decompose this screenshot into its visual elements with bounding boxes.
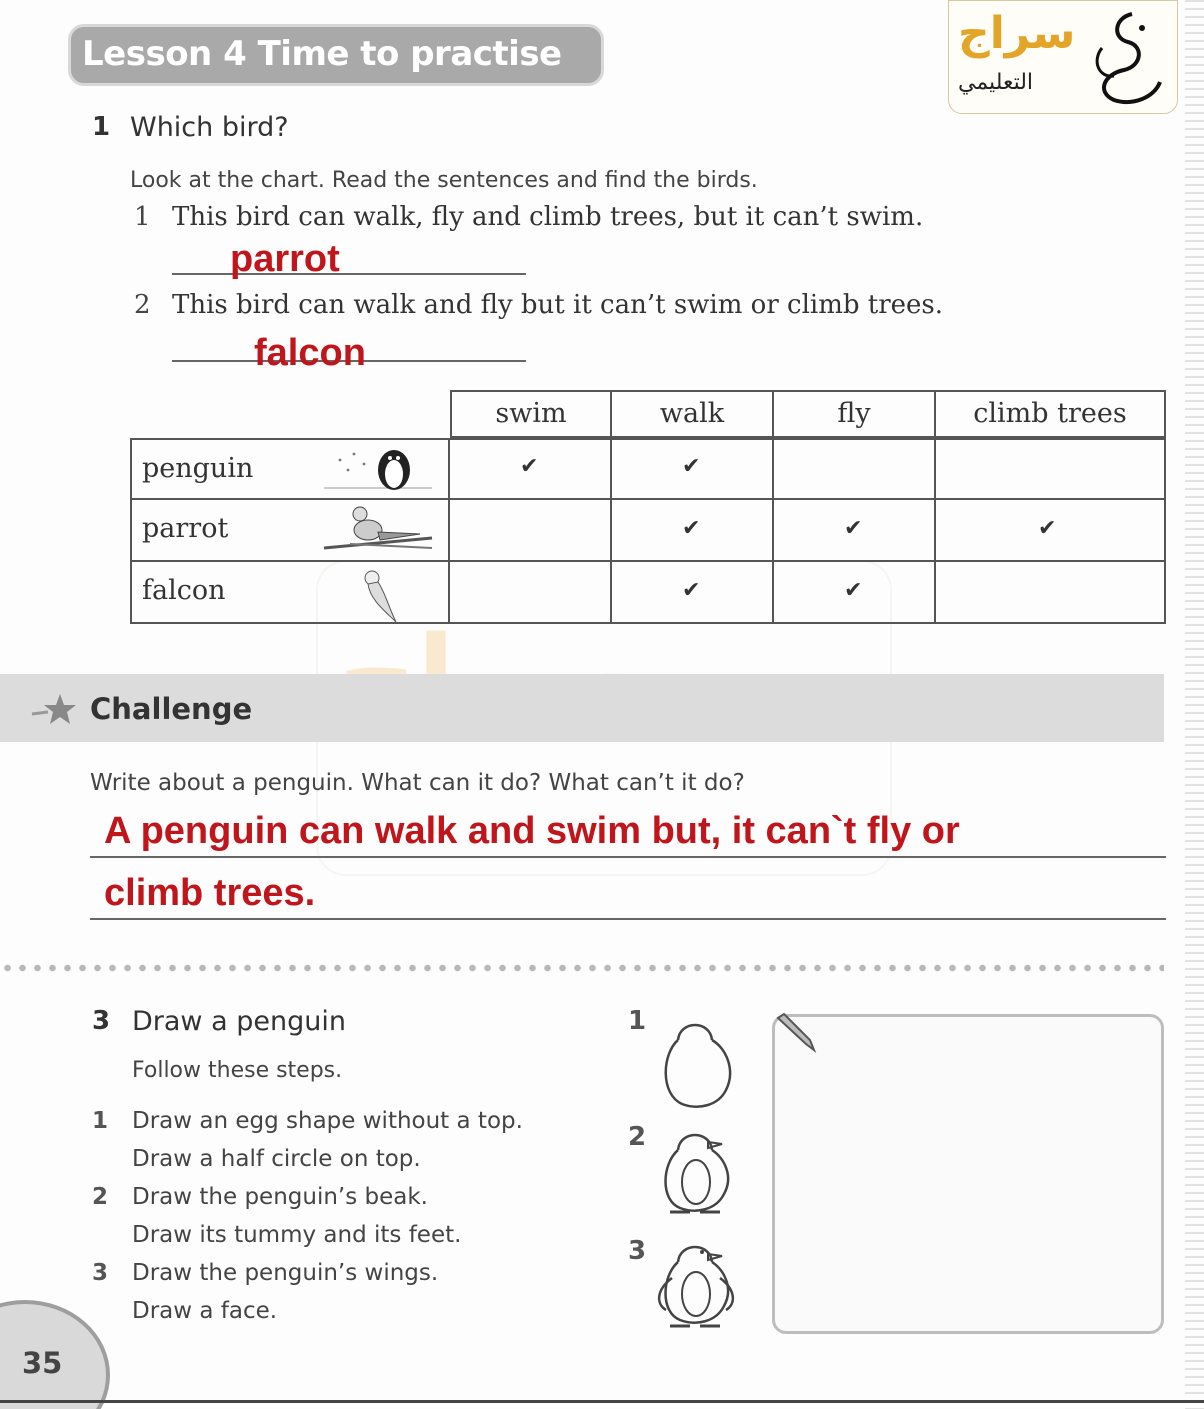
parrot-picture-icon (320, 504, 436, 558)
picture2-number: 2 (628, 1122, 647, 1152)
cell-penguin-fly (774, 438, 936, 500)
tick-parrot-walk: ✔ (682, 516, 701, 541)
row-label-penguin: penguin (130, 438, 450, 500)
bottom-rule (0, 1400, 1204, 1403)
step3-line1: Draw the penguin’s wings. (132, 1260, 439, 1286)
step1-line1: Draw an egg shape without a top. (132, 1108, 523, 1134)
cell-penguin-climb (936, 438, 1166, 500)
step2-line1: Draw the penguin’s beak. (132, 1184, 428, 1210)
logo-subtext: التعليمي (958, 70, 1034, 95)
section3-instruction: Follow these steps. (132, 1058, 343, 1083)
step3-line2: Draw a face. (132, 1298, 278, 1324)
cell-falcon-climb (936, 562, 1166, 624)
cell-falcon-swim (450, 562, 612, 624)
lesson-title: Lesson 4 Time to practise (82, 34, 562, 74)
pencil-icon (772, 1010, 820, 1054)
challenge-star-icon (30, 692, 84, 726)
section3-title: Draw a penguin (132, 1006, 346, 1037)
penguin-step3-icon (648, 1238, 742, 1336)
step1-number: 1 (92, 1108, 109, 1134)
sentence2-text: This bird can walk and fly but it can’t swim or climb trees. (172, 290, 944, 320)
drawing-area[interactable] (772, 1014, 1164, 1334)
bird-abilities-chart (130, 390, 1166, 626)
tick-penguin-swim: ✔ (520, 454, 539, 479)
tick-penguin-walk: ✔ (682, 454, 701, 479)
sentence1-text: This bird can walk, fly and climb trees, but it can’t swim. (172, 202, 924, 232)
page-number: 35 (22, 1346, 63, 1380)
section1-number: 1 (92, 112, 111, 142)
cell-parrot-swim (450, 500, 612, 562)
penguin-step1-icon (652, 1014, 736, 1110)
penguin-picture-icon (320, 442, 436, 496)
sentence2-number: 2 (134, 290, 151, 320)
column-header-climb-trees: climb trees (936, 390, 1166, 438)
page-edge (1185, 0, 1204, 1409)
step1-line2: Draw a half circle on top. (132, 1146, 421, 1172)
tick-parrot-fly: ✔ (844, 516, 863, 541)
falcon-picture-icon (350, 566, 430, 624)
challenge-answer-line2: climb trees. (104, 872, 316, 914)
column-header-walk: walk (612, 390, 774, 438)
row-label-parrot: parrot (130, 500, 450, 562)
column-header-fly: fly (774, 390, 936, 438)
answer2-text: falcon (254, 332, 366, 374)
tick-parrot-climb: ✔ (1038, 516, 1057, 541)
dotted-separator (0, 962, 1164, 974)
answer1-text: parrot (230, 238, 340, 280)
row-label-falcon: falcon (130, 562, 450, 624)
tick-falcon-fly: ✔ (844, 578, 863, 603)
logo-text: سراج (958, 8, 1076, 59)
answer1-line[interactable] (172, 273, 526, 275)
challenge-instruction: Write about a penguin. What can it do? What can’t it do? (90, 770, 745, 796)
challenge-line1[interactable] (90, 856, 1166, 858)
section3-number: 3 (92, 1006, 111, 1036)
column-header-swim: swim (450, 390, 612, 438)
challenge-line2[interactable] (90, 918, 1166, 920)
challenge-title: Challenge (90, 692, 253, 726)
picture1-number: 1 (628, 1006, 647, 1036)
step2-number: 2 (92, 1184, 109, 1210)
step2-line2: Draw its tummy and its feet. (132, 1222, 462, 1248)
step3-number: 3 (92, 1260, 109, 1286)
section1-title: Which bird? (130, 112, 289, 143)
tick-falcon-walk: ✔ (682, 578, 701, 603)
section1-instruction: Look at the chart. Read the sentences and find the birds. (130, 168, 758, 193)
picture3-number: 3 (628, 1236, 647, 1266)
penguin-step2-icon (652, 1126, 736, 1222)
sentence1-number: 1 (134, 202, 151, 232)
challenge-answer-line1: A penguin can walk and swim but, it can`t fly or (104, 810, 960, 852)
logo-calligraphy-icon (1084, 8, 1168, 108)
